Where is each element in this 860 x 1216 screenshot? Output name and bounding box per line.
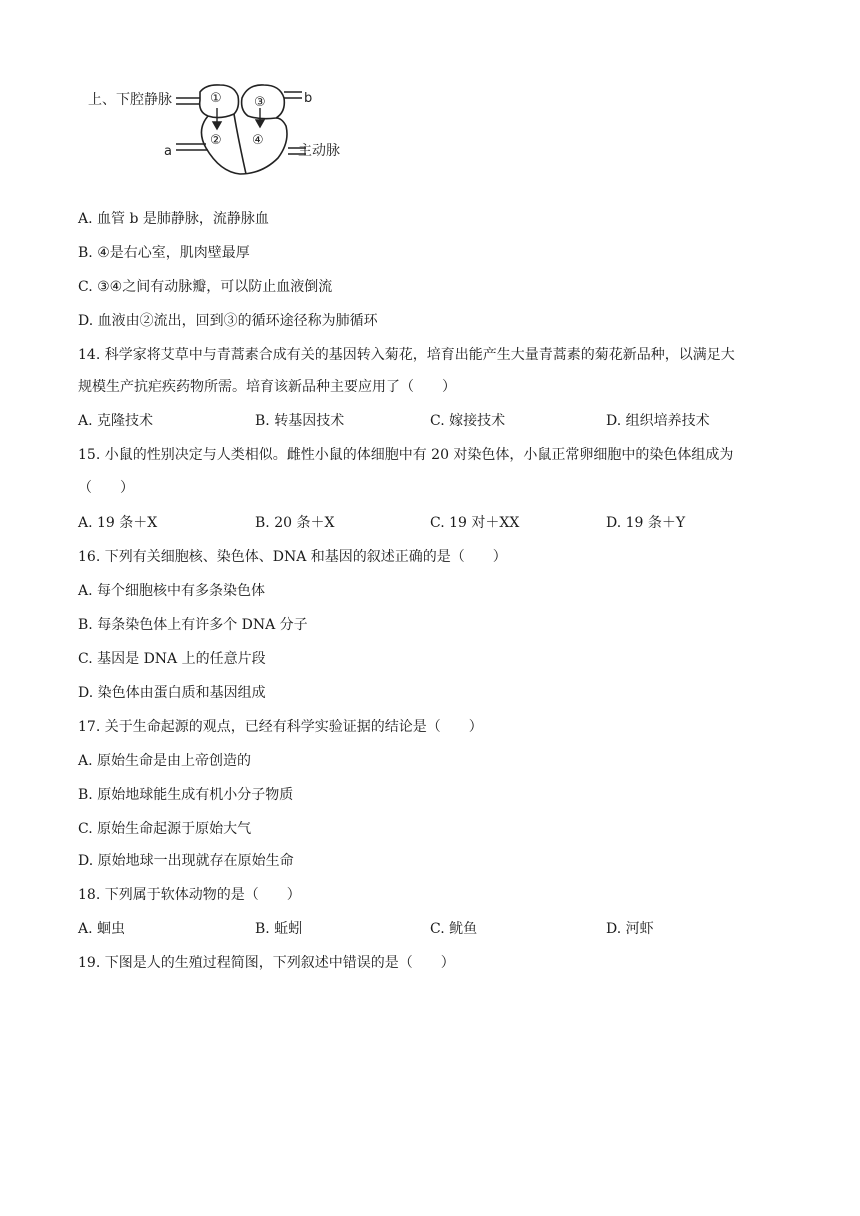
q18-option-b: B. 蚯蚓 bbox=[255, 921, 303, 937]
heart-diagram bbox=[88, 78, 368, 178]
q16-option-c: C. 基因是 DNA 上的任意片段 bbox=[78, 651, 266, 667]
q14-option-a: A. 克隆技术 bbox=[78, 413, 154, 429]
chamber-4-label: ④ bbox=[252, 133, 264, 148]
q18-option-c: C. 鱿鱼 bbox=[430, 921, 478, 937]
label-b: b bbox=[304, 91, 313, 106]
q13-option-d: D. 血液由②流出，回到③的循环途径称为肺循环 bbox=[78, 313, 378, 329]
q18-option-a: A. 蛔虫 bbox=[78, 921, 126, 937]
q13-option-a: A. 血管 b 是肺静脉，流静脉血 bbox=[78, 211, 269, 227]
chamber-1-label: ① bbox=[210, 91, 222, 106]
q15-stem-line1: 15. 小鼠的性别决定与人类相似。雌性小鼠的体细胞中有 20 对染色体，小鼠正常卵细胞中的染色体组成为 bbox=[78, 447, 734, 463]
q17-option-b: B. 原始地球能生成有机小分子物质 bbox=[78, 787, 294, 803]
q18-stem: 18. 下列属于软体动物的是（ ） bbox=[78, 887, 301, 903]
q15-stem-line2: （ ） bbox=[78, 480, 134, 496]
q18-option-d: D. 河虾 bbox=[606, 921, 654, 937]
q14-option-d: D. 组织培养技术 bbox=[606, 413, 710, 429]
q19-stem: 19. 下图是人的生殖过程简图，下列叙述中错误的是（ ） bbox=[78, 955, 455, 971]
q17-stem: 17. 关于生命起源的观点，已经有科学实验证据的结论是（ ） bbox=[78, 719, 483, 735]
label-a: a bbox=[164, 144, 172, 159]
q14-stem-line2: 规模生产抗疟疾药物所需。培育该新品种主要应用了（ ） bbox=[78, 379, 456, 395]
q16-option-b: B. 每条染色体上有许多个 DNA 分子 bbox=[78, 617, 308, 633]
q17-option-c: C. 原始生命起源于原始大气 bbox=[78, 821, 252, 837]
q16-stem: 16. 下列有关细胞核、染色体、DNA 和基因的叙述正确的是（ ） bbox=[78, 549, 507, 565]
q15-option-c: C. 19 对＋XX bbox=[430, 515, 520, 531]
q13-option-c: C. ③④之间有动脉瓣，可以防止血液倒流 bbox=[78, 279, 333, 295]
q13-option-b: B. ④是右心室，肌肉壁最厚 bbox=[78, 245, 250, 261]
q14-option-c: C. 嫁接技术 bbox=[430, 413, 506, 429]
q15-option-a: A. 19 条＋X bbox=[78, 515, 158, 531]
q15-option-d: D. 19 条＋Y bbox=[606, 515, 686, 531]
chamber-2-label: ② bbox=[210, 133, 222, 148]
q16-option-a: A. 每个细胞核中有多条染色体 bbox=[78, 583, 266, 599]
q16-option-d: D. 染色体由蛋白质和基因组成 bbox=[78, 685, 266, 701]
q14-stem-line1: 14. 科学家将艾草中与青蒿素合成有关的基因转入菊花，培育出能产生大量青蒿素的菊花新品种，以满足大 bbox=[78, 347, 735, 363]
q14-option-b: B. 转基因技术 bbox=[255, 413, 345, 429]
q17-option-d: D. 原始地球一出现就存在原始生命 bbox=[78, 853, 294, 869]
q15-option-b: B. 20 条＋X bbox=[255, 515, 335, 531]
aorta-label: 主动脉 bbox=[298, 143, 340, 159]
vena-cava-label: 上、下腔静脉 bbox=[88, 92, 172, 108]
q17-option-a: A. 原始生命是由上帝创造的 bbox=[78, 753, 252, 769]
chamber-3-label: ③ bbox=[254, 95, 266, 110]
